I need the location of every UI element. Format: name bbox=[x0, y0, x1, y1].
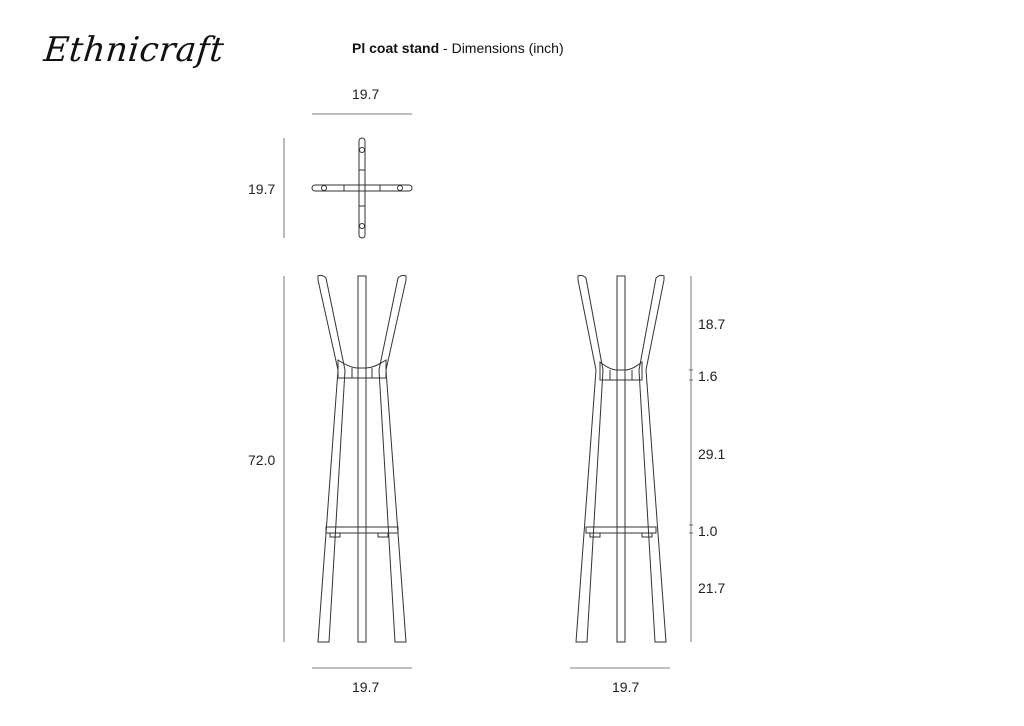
top-width-label: 19.7 bbox=[352, 86, 380, 102]
front-height-label: 72.0 bbox=[248, 452, 276, 468]
side-seg5-label: 21.7 bbox=[698, 580, 726, 596]
side-seg2-label: 1.6 bbox=[698, 368, 718, 384]
side-view bbox=[576, 275, 666, 642]
product-name: Pl coat stand bbox=[352, 40, 440, 56]
front-width-label: 19.7 bbox=[352, 679, 380, 695]
top-depth-label: 19.7 bbox=[248, 181, 276, 197]
top-view bbox=[312, 138, 412, 238]
side-seg4-label: 1.0 bbox=[698, 523, 718, 539]
title-suffix: - Dimensions (inch) bbox=[439, 40, 564, 56]
side-width-label: 19.7 bbox=[612, 679, 640, 695]
side-seg1-label: 18.7 bbox=[698, 316, 726, 332]
brand-logo: Ethnicraft bbox=[41, 30, 227, 70]
side-seg3-label: 29.1 bbox=[698, 446, 726, 462]
front-view bbox=[318, 275, 406, 642]
